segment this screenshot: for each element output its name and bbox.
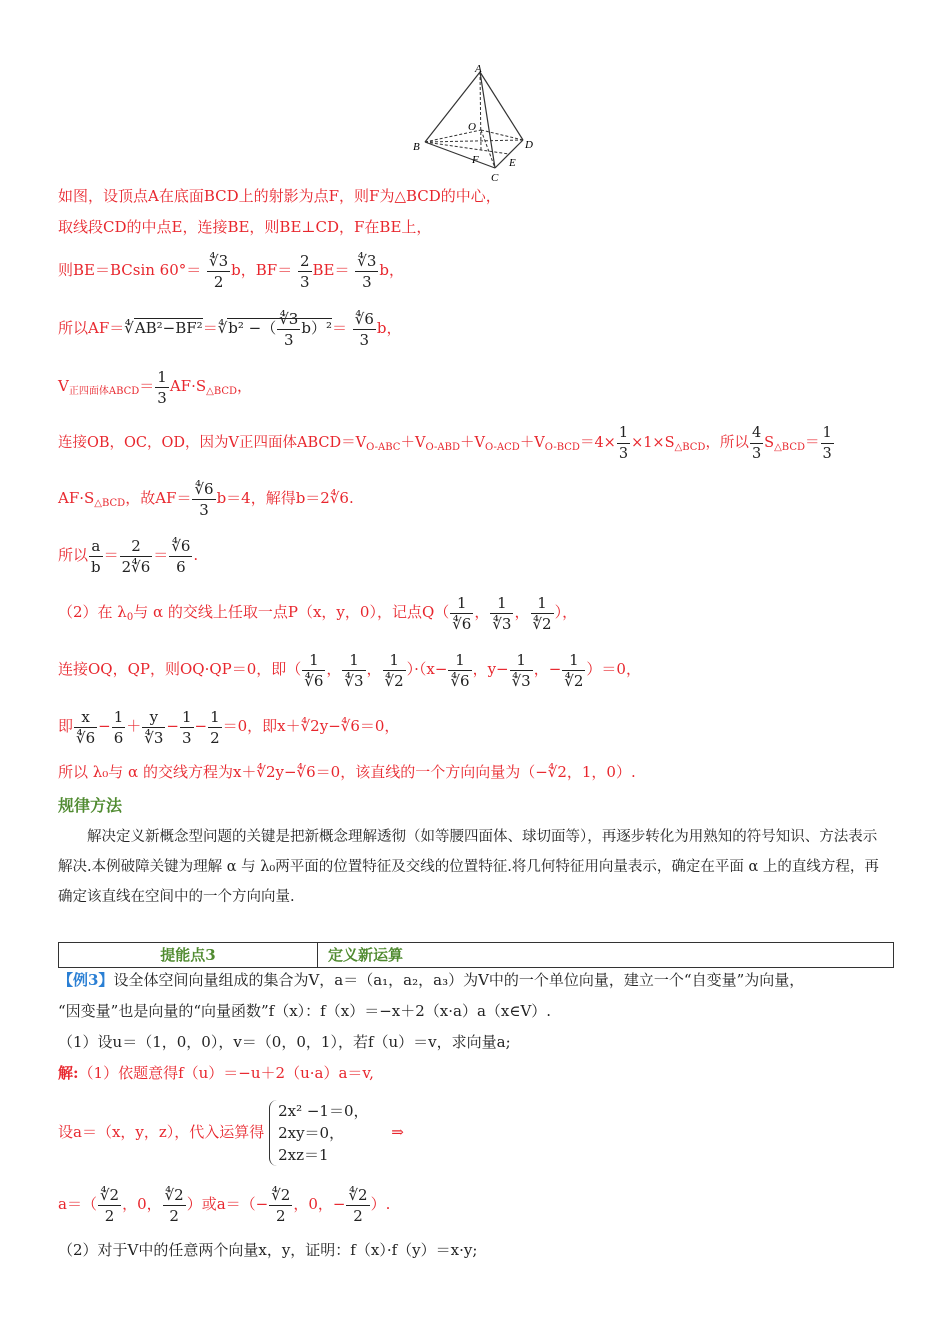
fraction — [353, 309, 376, 350]
solution-line-1 — [58, 186, 501, 206]
text: 则BE＝BCsin 60°＝ — [58, 261, 202, 279]
radical: ∜AB²−BF² — [124, 319, 203, 337]
numerator: 2 — [120, 536, 153, 557]
solution-line-2 — [58, 217, 431, 237]
solution-line-8 — [58, 533, 198, 577]
text: ，− — [533, 660, 562, 678]
denominator: 3 — [751, 445, 762, 462]
denominator: ∜6 — [304, 671, 324, 690]
numerator: 1 — [617, 423, 630, 444]
numerator: 1 — [531, 593, 554, 614]
section-title: 定义新运算 — [328, 946, 404, 964]
subscript: △BCD — [674, 442, 706, 453]
text: ，0， — [122, 1195, 162, 1213]
fraction — [383, 650, 406, 691]
text: ）或a＝（− — [186, 1195, 269, 1213]
numerator: 1 — [342, 650, 365, 671]
edge-ad — [480, 72, 523, 140]
solution-line-10: 连接OQ，QP，则OQ·QP＝0，即（ $\frac{1}{∜6}$ ， $\frac{1}{∜3}$ ， $\frac{1}{∜2}$ ）·（x− $\frac{1}{∜6}$ ，y− $\frac{1}{∜3}$ ，− $\frac{1}{∜2}$ ）＝0， — [58, 650, 641, 690]
numerator: 1 — [562, 650, 585, 671]
text: ）. — [370, 1195, 391, 1213]
text: AF·S — [58, 489, 95, 507]
fraction — [346, 1185, 369, 1226]
text: （1）依题意得f（u）＝−u＋2（u·a）a＝v, — [78, 1064, 374, 1082]
label-f: F — [472, 154, 479, 166]
label-o: O — [468, 121, 476, 133]
equation-system — [269, 1100, 368, 1166]
label-a: A — [475, 63, 482, 75]
text: ，故AF＝ — [125, 489, 192, 507]
numerator: 1 — [450, 593, 473, 614]
radical: ∜b² −（ $\frac{∜3}{3}$ b）² — [217, 309, 332, 349]
subscript: 0 — [126, 612, 134, 623]
solution-line-4 — [58, 306, 401, 350]
fraction — [510, 650, 533, 691]
text: ＝0，即x＋∜2y−∜6＝0， — [222, 717, 400, 735]
numerator: 1 — [821, 423, 834, 444]
fraction — [277, 309, 300, 350]
segment-od — [481, 130, 523, 140]
equation: 2xy＝0， — [278, 1124, 345, 1142]
text: S — [764, 435, 775, 451]
numerator: 1 — [302, 650, 325, 671]
numerator: a — [89, 536, 103, 557]
denominator: ∜6 — [452, 614, 472, 633]
subscript: △BCD — [774, 442, 806, 453]
example-3-solution-3 — [58, 1182, 390, 1226]
fraction — [89, 536, 103, 577]
edge-bc — [425, 142, 495, 168]
example-3-part-2: （2）对于V中的任意两个向量x，y，证明：f（x）·f（y）＝x·y; — [58, 1241, 478, 1259]
text: 连接OB，OC，OD，因为V正四面体ABCD＝V — [58, 435, 367, 451]
edge-ac — [480, 72, 495, 168]
numerator: ∜2 — [348, 1185, 368, 1204]
fraction — [531, 593, 554, 634]
example-3-solution-1 — [58, 1063, 374, 1083]
text: ＝ — [153, 546, 169, 564]
text: ＋ — [126, 717, 142, 735]
text: ，0，− — [293, 1195, 346, 1213]
denominator: 6 — [176, 557, 186, 576]
numerator: x — [74, 707, 97, 728]
text: 即 — [58, 717, 74, 735]
denominator: 2 — [104, 1206, 115, 1225]
example-3-part-1: （1）设u＝（1，0，0），v＝（0，0，1），若f（u）＝v，求向量a; — [58, 1033, 511, 1051]
fraction — [302, 650, 325, 691]
text: ， — [474, 603, 490, 621]
text: ＝ — [139, 377, 155, 395]
numerator: ∜2 — [164, 1185, 184, 1204]
numerator: ∜6 — [171, 536, 191, 555]
fraction — [112, 707, 126, 748]
numerator: 1 — [490, 593, 513, 614]
denominator: 3 — [299, 272, 310, 291]
text: 设a＝（x，y，z），代入运算得 — [58, 1123, 265, 1141]
subscript: △BCD — [94, 498, 126, 509]
fraction — [180, 707, 194, 748]
fraction — [562, 650, 585, 691]
fraction — [155, 367, 169, 408]
text: （2）在 λ — [58, 603, 127, 621]
text: ）＝0， — [586, 660, 641, 678]
method-title: 规律方法 — [58, 796, 123, 815]
numerator: ∜3 — [279, 309, 299, 328]
text: 所以 λ₀与 α 的交线方程为x＋∜2y−∜6＝0，该直线的一个方向向量为（−∜2，1，0）. — [58, 763, 636, 781]
text: ， — [514, 603, 530, 621]
section-header-table — [58, 942, 894, 968]
subscript: O-BCD — [544, 442, 580, 453]
fraction — [163, 1185, 186, 1226]
denominator: b — [91, 557, 101, 576]
tetrahedron-figure — [405, 60, 545, 185]
text: 连接OQ，QP，则OQ·QP＝0，即（ — [58, 660, 302, 678]
median-be — [425, 142, 509, 154]
text: ＝4× — [579, 435, 616, 451]
denominator: ∜2 — [384, 671, 404, 690]
numerator: 1 — [510, 650, 533, 671]
fraction — [98, 1185, 121, 1226]
example-tag: 【例3】 — [58, 971, 114, 989]
height-af — [480, 72, 481, 150]
solution-label: 解: — [58, 1064, 79, 1082]
text: BE＝ — [312, 261, 350, 279]
fraction — [490, 593, 513, 634]
numerator: y — [142, 707, 165, 728]
equation: 2xz＝1 — [278, 1146, 329, 1164]
fraction — [74, 707, 97, 748]
text: AF·S — [169, 377, 207, 395]
text: V — [58, 377, 69, 395]
equation: 2x² −1＝0， — [278, 1102, 369, 1120]
example-3-solution-2 — [58, 1096, 404, 1168]
text: b，BF＝ — [231, 261, 293, 279]
denominator: ∜2 — [564, 671, 584, 690]
label-b: B — [413, 141, 420, 153]
denominator: 3 — [181, 728, 192, 747]
text: ＝ — [202, 319, 218, 337]
fraction — [207, 251, 230, 292]
solution-line-11 — [58, 704, 399, 748]
text: ）·（x− — [406, 660, 448, 678]
numerator: 1 — [181, 707, 192, 726]
text: ＋V — [459, 435, 485, 451]
subscript: 正四面体ABCD — [68, 386, 140, 397]
text: b＝4，解得b＝2∜6. — [216, 489, 354, 507]
fraction — [617, 423, 630, 464]
numerator: ∜3 — [209, 251, 229, 270]
fraction — [298, 251, 312, 292]
fraction — [142, 707, 165, 748]
denominator: ∜3 — [344, 671, 364, 690]
radicand: AB²−BF² — [134, 319, 203, 337]
denominator: 3 — [822, 445, 832, 462]
text: 所以AF＝ — [58, 319, 125, 337]
text: ， — [237, 377, 253, 395]
method-body: 解决定义新概念型问题的关键是把新概念理解透彻（如等腰四面体、球切面等），再逐步转化为用熟知的符号知识、方法表示解决.本例破障关键为理解 α 与 λ₀两平面的位置特征及交线的位置特征.将几何特征用向量表示，确定在平面 α 上的直线方程，再确定该直线在空间中的一个方向向量. — [58, 829, 879, 905]
solution-line-7 — [58, 476, 354, 526]
subscript: O-ACD — [484, 442, 520, 453]
fraction — [342, 650, 365, 691]
text: 取线段CD的中点E，连接BE，则BE⊥CD，F在BE上， — [58, 218, 432, 236]
solution-line-9 — [58, 590, 577, 640]
numerator: 1 — [383, 650, 406, 671]
text: ，所以 — [705, 435, 749, 451]
text: − — [166, 717, 179, 735]
label-d: D — [525, 139, 533, 151]
text: 所以 — [58, 546, 89, 564]
edge-bd — [425, 140, 523, 142]
fraction — [355, 251, 378, 292]
denominator: 2∜6 — [121, 557, 151, 576]
denominator: 3 — [362, 272, 372, 291]
text: ，y− — [472, 660, 509, 678]
example-3-question-line-1 — [58, 970, 804, 990]
numerator: 1 — [157, 367, 167, 386]
fraction — [120, 536, 153, 577]
subscript: O-ABD — [425, 442, 460, 453]
text: ）， — [554, 603, 578, 621]
text: ×1×S — [631, 435, 675, 451]
fraction — [192, 479, 215, 520]
denominator: ∜3 — [144, 728, 164, 747]
numerator: ∜6 — [194, 479, 214, 498]
numerator: 1 — [113, 707, 124, 726]
text: − — [98, 717, 111, 735]
text: b² −（ — [228, 319, 277, 337]
numerator: 1 — [210, 707, 220, 726]
denominator: ∜6 — [450, 671, 470, 690]
fraction — [450, 593, 473, 634]
text: ＝ — [103, 546, 119, 564]
section-number: 提能点3 — [59, 943, 318, 967]
text: b， — [376, 319, 402, 337]
solution-line-5 — [58, 364, 252, 414]
numerator: 2 — [299, 251, 310, 270]
denominator: ∜3 — [492, 614, 512, 633]
denominator: ∜6 — [76, 728, 96, 747]
denominator: 3 — [157, 388, 167, 407]
numerator: 4 — [750, 423, 763, 444]
subscript: O-ABC — [366, 442, 401, 453]
text: . — [193, 546, 199, 564]
numerator: ∜2 — [271, 1185, 291, 1204]
segment-oc — [481, 130, 495, 168]
numerator: ∜6 — [354, 309, 374, 328]
denominator: 2 — [213, 272, 224, 291]
fraction — [821, 423, 834, 464]
subscript: △BCD — [206, 386, 238, 397]
numerator: ∜2 — [99, 1185, 120, 1204]
label-c: C — [491, 172, 499, 184]
text: 与 α 的交线上任取一点P（x，y，0），记点Q（ — [133, 603, 450, 621]
solution-line-12 — [58, 762, 636, 782]
denominator: 2 — [276, 1206, 286, 1225]
radicand — [227, 309, 332, 349]
text: b， — [379, 261, 405, 279]
solution-line-6 — [58, 421, 835, 470]
example-3-question-line-2: “因变量”也是向量的“向量函数”f（x）：f（x）＝−x＋2（x·a）a（x∈V）. — [58, 1002, 552, 1020]
text: ＝ — [331, 319, 347, 337]
denominator: 3 — [199, 500, 209, 519]
fraction — [448, 650, 471, 691]
numerator: ∜3 — [357, 251, 377, 270]
solution-line-3 — [58, 248, 404, 292]
label-e: E — [509, 157, 516, 169]
denominator: 3 — [284, 330, 294, 349]
text: ＋V — [400, 435, 426, 451]
text: ＝ — [805, 435, 820, 451]
denominator: ∜2 — [532, 614, 552, 633]
denominator: 2 — [169, 1206, 179, 1225]
fraction — [169, 536, 192, 577]
text: − — [194, 717, 208, 735]
denominator: ∜3 — [511, 671, 531, 690]
implies-symbol: ⇒ — [391, 1123, 404, 1141]
tetrahedron-diagram — [405, 60, 545, 185]
denominator: 3 — [618, 445, 629, 462]
fraction — [208, 707, 222, 748]
text: b）² — [301, 319, 332, 337]
denominator: 2 — [353, 1206, 363, 1225]
denominator: 3 — [359, 330, 370, 349]
text: ＋V — [519, 435, 545, 451]
denominator: 2 — [210, 728, 220, 747]
numerator: 1 — [448, 650, 471, 671]
fraction — [269, 1185, 292, 1226]
text: a＝（ — [58, 1195, 97, 1213]
text: 如图，设顶点A在底面BCD上的射影为点F，则F为△BCD的中心， — [58, 187, 501, 205]
text: 设全体空间向量组成的集合为V，a＝（a₁，a₂，a₃）为V中的一个单位向量，建立一个“自变量”为向量， — [113, 971, 805, 989]
fraction — [750, 423, 763, 464]
denominator: 6 — [113, 728, 124, 747]
